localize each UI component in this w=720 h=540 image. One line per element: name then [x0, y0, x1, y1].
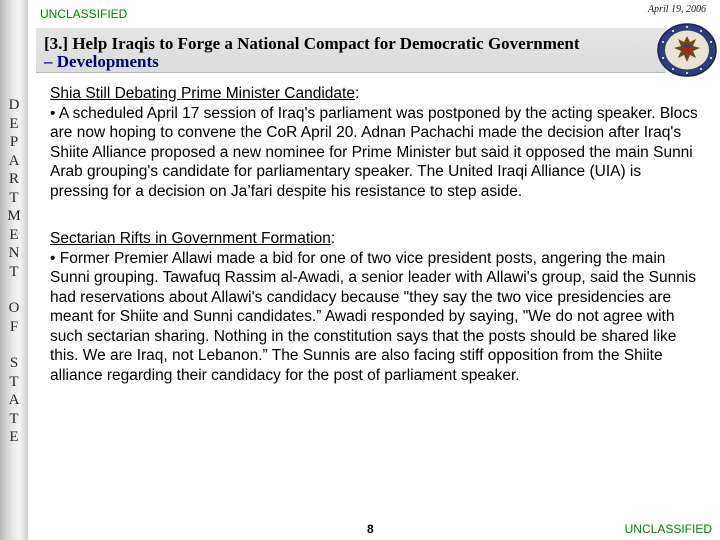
- sidebar-letter: E: [9, 115, 19, 132]
- classification-header: UNCLASSIFIED: [40, 7, 128, 21]
- sidebar-letter: E: [9, 226, 19, 243]
- document-date: April 19, 2006: [647, 4, 706, 15]
- section-sectarian-rifts: [50, 229, 700, 385]
- sidebar-letter: E: [9, 429, 19, 445]
- sidebar-letter: T: [9, 189, 19, 206]
- page-number: 8: [367, 522, 374, 536]
- sidebar-letter: T: [9, 263, 19, 280]
- slide-subtitle: – Developments: [44, 52, 159, 71]
- sidebar-letter: T: [9, 373, 19, 390]
- sidebar-letter: F: [9, 318, 19, 335]
- sidebar-letter: S: [9, 355, 19, 371]
- sidebar-letter: A: [8, 392, 20, 408]
- sidebar-letter: A: [8, 152, 20, 169]
- section-heading-line: [50, 229, 700, 249]
- bullet-text: • A scheduled April 17 session of Iraq's parliament was postponed by the acting speaker. Blocs are now hoping to convene the CoR April 20. Adnan Pachachi made the decision after Iraq's Shiite Alliance proposed a new nominee for Prime Minister but said it opposed the main Sunni Arab grouping's candidate for parliamentary speaker. The United Iraqi Alliance (UIA) is pressing for a decision on Ja’fari despite his resistance to step aside.: [50, 104, 698, 200]
- classification-footer: UNCLASSIFIED: [624, 522, 712, 536]
- slide-title: [3.] Help Iraqis to Forge a National Compact for Democratic Government: [44, 34, 580, 53]
- section-shia-debate: [50, 84, 700, 201]
- bullet-item: [50, 104, 700, 202]
- sidebar-letter: R: [8, 171, 19, 187]
- sidebar-letter: O: [8, 300, 20, 316]
- sidebar-letters: [0, 96, 28, 447]
- slide-body: [50, 84, 700, 385]
- section-heading: Sectarian Rifts in Government Formation: [50, 230, 331, 247]
- bullet-item: [50, 249, 700, 386]
- sidebar-letter: M: [7, 208, 21, 224]
- sidebar-letter: D: [8, 97, 20, 113]
- sidebar-letter: P: [9, 134, 19, 150]
- sidebar-letter: N: [8, 245, 20, 261]
- department-seal-icon: [656, 22, 718, 78]
- section-heading: Shia Still Debating Prime Minister Candidate: [50, 85, 355, 102]
- section-heading-line: [50, 84, 700, 104]
- heading-colon: :: [354, 85, 360, 102]
- heading-colon: :: [330, 230, 336, 247]
- sidebar-letter: T: [9, 410, 19, 427]
- bullet-text: • Former Premier Allawi made a bid for one of two vice president posts, angering the main Sunni grouping. Tawafuq Rassim al-Awadi, a senior leader with Allawi's group, said the Sunnis had reservations about Allawi's candidacy because "they say the two vice presidencies are meant for Shiite and Sunni candidates.” Awadi responded by saying, "We do not agree with such sectarian sharing. Nothing in the constitution says that the posts should be shared like this. We are Iraq, not Lebanon.” The Sunnis are also facing stiff opposition from the Shiite alliance regarding their candidacy for the post of parliament speaker.: [50, 249, 696, 384]
